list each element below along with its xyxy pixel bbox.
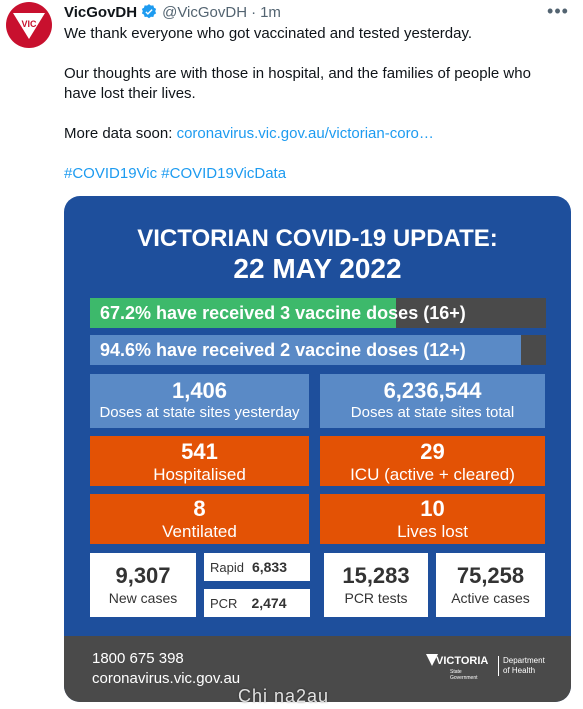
pcr-tests-label: PCR tests	[344, 590, 408, 606]
ventilated-value: 8	[193, 496, 206, 521]
doses-yesterday-value: 1,406	[171, 378, 228, 403]
lives-lost-label: Lives lost	[397, 522, 468, 541]
department-of-health-label	[498, 656, 545, 676]
hospitalised-tile	[90, 436, 309, 486]
pcr-tile	[204, 589, 310, 617]
lives-lost-tile	[320, 494, 545, 544]
tweet-paragraph-1: We thank everyone who got vaccinated and tested yesterday.	[64, 25, 473, 42]
tweet-header	[64, 2, 281, 22]
active-cases-tile	[436, 553, 545, 617]
pcr-value: 2,474	[251, 595, 287, 611]
vaccine-bar-2-doses	[90, 335, 546, 365]
doses-yesterday-tile	[90, 374, 309, 428]
tweet-paragraph-2: Our thoughts are with those in hospital, and the families of people who have lost their lives.	[64, 65, 531, 102]
user-handle[interactable]: @VicGovDH	[162, 3, 248, 21]
rapid-value: 6,833	[251, 559, 288, 575]
new-cases-label: New cases	[108, 590, 178, 606]
new-cases-value: 9,307	[115, 563, 171, 588]
separator-dot: ·	[251, 3, 257, 21]
active-cases-value: 75,258	[456, 563, 525, 588]
new-cases-tile	[90, 553, 196, 617]
svg-text:VIC: VIC	[21, 19, 37, 29]
more-data-label: More data soon:	[64, 125, 177, 142]
footer-phone: 1800 675 398	[92, 650, 184, 667]
icu-tile	[320, 436, 545, 486]
ventilated-tile	[90, 494, 309, 544]
timestamp[interactable]: 1m	[260, 3, 281, 21]
watermark: Chi na2au	[238, 686, 330, 706]
svg-text:Government: Government	[450, 675, 478, 681]
doses-total-tile	[320, 374, 545, 428]
active-cases-label: Active cases	[451, 590, 530, 606]
more-options-button[interactable]	[547, 2, 569, 20]
more-horizontal-icon: •••	[547, 0, 569, 21]
pcr-tests-tile	[324, 553, 428, 617]
footer-website: coronavirus.vic.gov.au	[92, 670, 241, 687]
hospitalised-label: Hospitalised	[153, 465, 246, 484]
icu-label: ICU (active + cleared)	[350, 465, 515, 484]
doses-total-label: Doses at state sites total	[350, 404, 515, 421]
vaccine-bar-2-doses-label: 94.6% have received 2 vaccine doses (12+)	[100, 340, 466, 360]
dept-line-2: of Health	[503, 666, 536, 675]
hashtag-covid19vic[interactable]: #COVID19Vic	[64, 165, 158, 182]
vaccine-bar-3-doses	[90, 298, 546, 328]
vaccine-bar-3-doses-label: 67.2% have received 3 vaccine doses (16+)	[100, 303, 466, 323]
infographic-date: 22 MAY 2022	[233, 253, 402, 284]
avatar[interactable]	[6, 2, 52, 48]
infographic-title: VICTORIAN COVID-19 UPDATE:	[137, 225, 498, 252]
tweet-paragraph-3	[64, 124, 434, 144]
rapid-label: Rapid	[210, 559, 244, 575]
vic-logo-icon	[9, 5, 49, 45]
ventilated-label: Ventilated	[162, 522, 237, 541]
dept-line-1: Department	[503, 656, 545, 665]
icu-value: 29	[420, 439, 445, 464]
display-name[interactable]: VicGovDH	[64, 3, 138, 21]
covid-update-image[interactable]	[64, 196, 571, 702]
pcr-label: PCR	[210, 595, 238, 611]
pcr-tests-value: 15,283	[342, 563, 410, 588]
doses-yesterday-label: Doses at state sites yesterday	[99, 404, 300, 421]
lives-lost-value: 10	[420, 496, 445, 521]
rapid-tile	[204, 553, 310, 581]
hospitalised-value: 541	[181, 439, 218, 464]
svg-text:State: State	[450, 669, 462, 675]
victoria-state-government-logo	[424, 648, 488, 686]
more-data-link[interactable]: coronavirus.vic.gov.au/victorian-coro…	[176, 125, 434, 142]
doses-total-value: 6,236,544	[383, 378, 482, 403]
svg-text:VICTORIA: VICTORIA	[436, 655, 488, 667]
hashtag-covid19vicdata[interactable]: #COVID19VicData	[161, 165, 287, 182]
hashtags	[64, 164, 286, 184]
verified-badge-icon	[140, 3, 158, 21]
